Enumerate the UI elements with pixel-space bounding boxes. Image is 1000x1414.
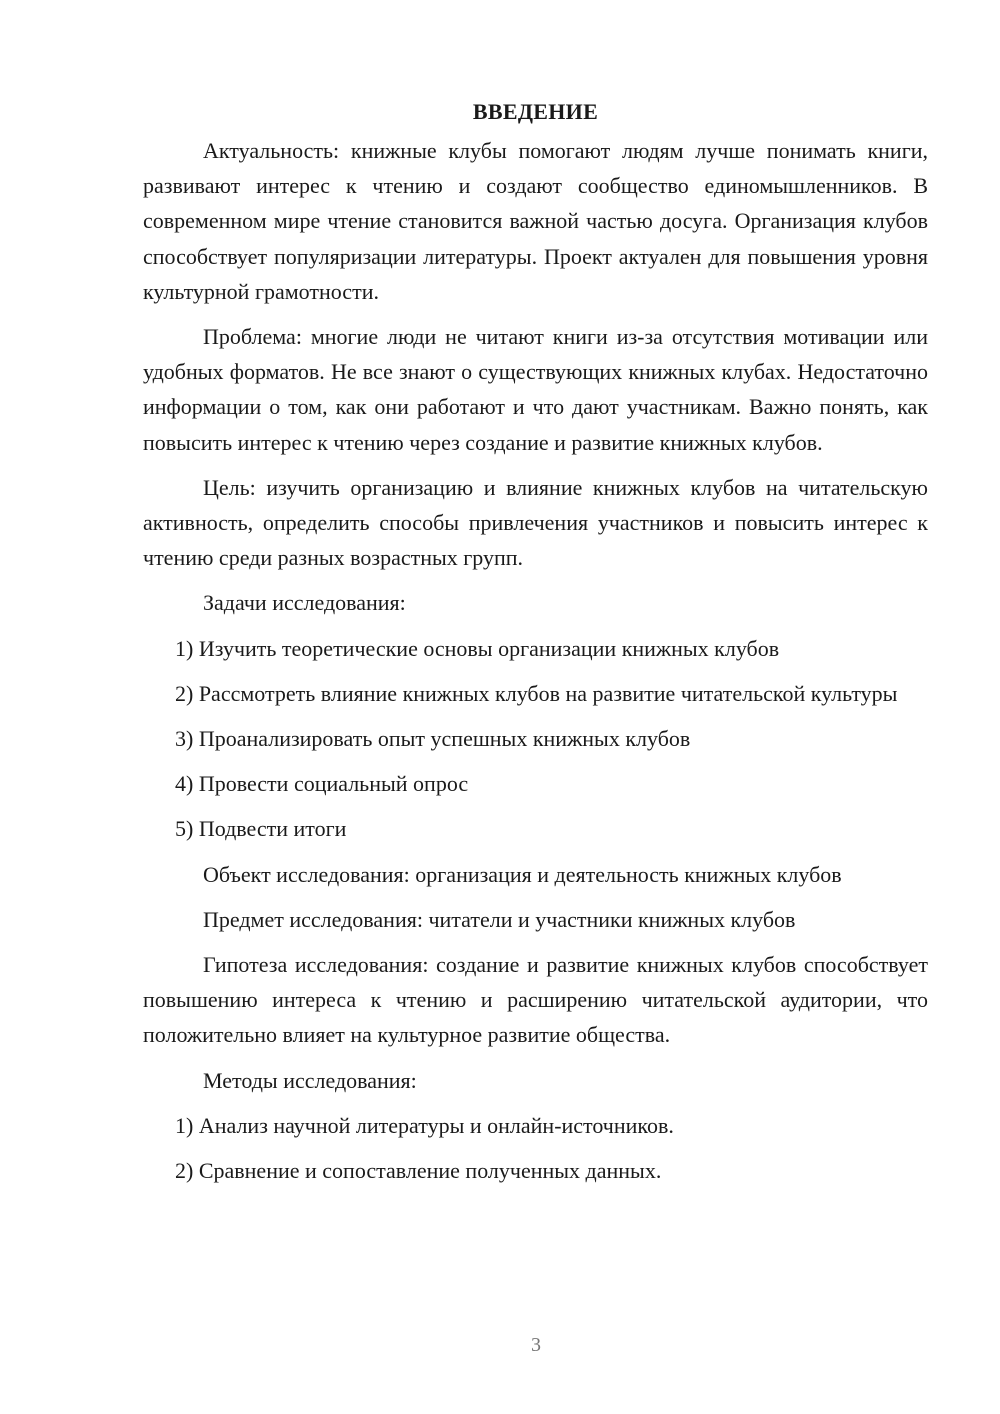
section-title: ВВЕДЕНИЕ xyxy=(472,99,599,124)
task-item-3: 3) Проанализировать опыт успешных книжных клубов xyxy=(175,726,691,752)
goal-paragraph: Цель: изучить организацию и влияние книжных клубов на читательскую активность, определить способы привлечения участников и повысить интерес к чтению среди разных возрастных групп. xyxy=(143,474,928,571)
page-content xyxy=(143,94,928,1198)
tasks-heading: Задачи исследования: xyxy=(203,590,406,616)
task-item-2: 2) Рассмотреть влияние книжных клубов на развитие читательской культуры xyxy=(175,680,898,706)
task-item-4: 4) Провести социальный опрос xyxy=(175,771,469,797)
object-line: Объект исследования: организация и деятельность книжных клубов xyxy=(203,861,842,887)
subject-line: Предмет исследования: читатели и участники книжных клубов xyxy=(203,906,796,932)
hypothesis-paragraph: Гипотеза исследования: создание и развитие книжных клубов способствует повышению интереса к чтению и расширению читательской аудитории, что положительно влияет на культурное развитие общества. xyxy=(143,952,928,1048)
method-item-1: 1) Анализ научной литературы и онлайн-источников. xyxy=(175,1112,674,1138)
method-item-2: 2) Сравнение и сопоставление полученных данных. xyxy=(175,1158,662,1184)
relevance-paragraph: Актуальность: книжные клубы помогают людям лучше понимать книги, развивают интерес к чтению и создают сообщество единомышленников. В современном мире чтение становится важной частью досуга. Организация клубов способствует популяризации литературы. Проект актуален для повышения уровня культурной грамотности. xyxy=(143,138,928,304)
task-item-5: 5) Подвести итоги xyxy=(175,816,347,842)
task-item-1: 1) Изучить теоретические основы организации книжных клубов xyxy=(175,635,780,661)
problem-paragraph: Проблема: многие люди не читают книги из-за отсутствия мотивации или удобных форматов. Не все знают о существующих книжных клубах. Недостаточно информации о том, как они работают и что дают участникам. Важно понять, как повысить интерес к чтению через создание и развитие книжных клубов. xyxy=(143,324,928,455)
methods-heading: Методы исследования: xyxy=(203,1067,417,1093)
page-number: 3 xyxy=(531,1334,541,1356)
